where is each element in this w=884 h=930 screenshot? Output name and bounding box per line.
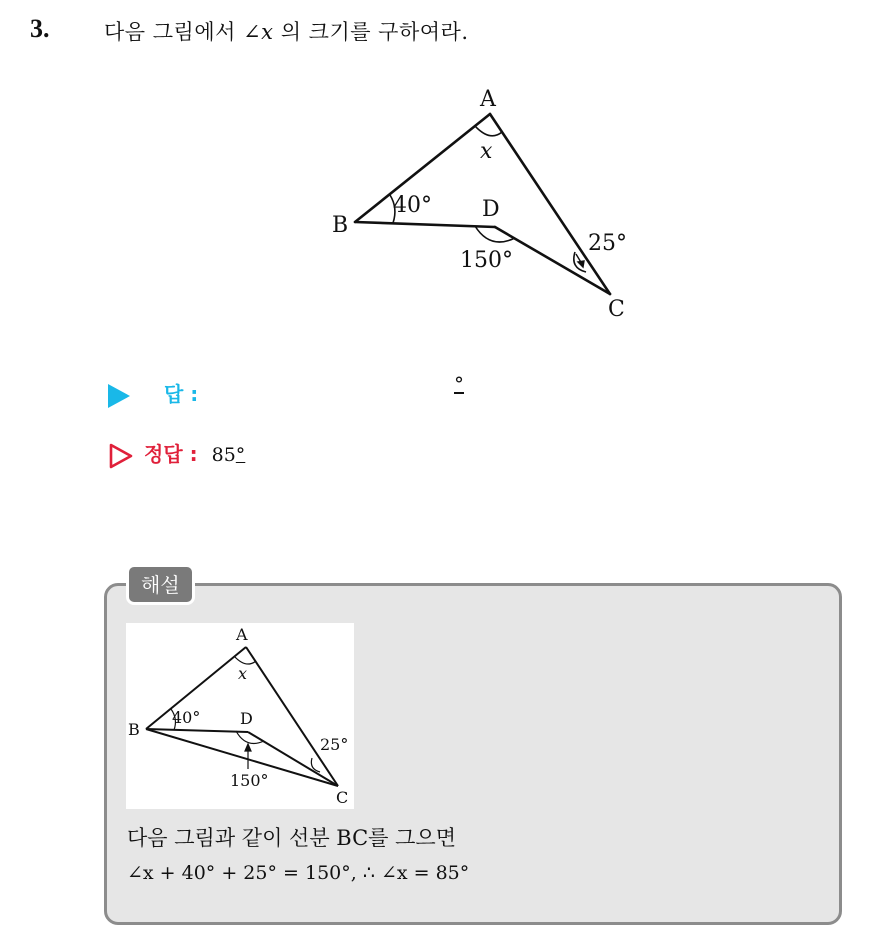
sol-label-A: A (236, 625, 248, 644)
triangle-figure (320, 80, 650, 325)
label-A: A (480, 87, 496, 112)
correct-answer-unit: ° (235, 444, 246, 466)
sol-label-B: B (128, 720, 140, 739)
question-text (104, 16, 469, 46)
sol-label-x: x (238, 664, 248, 683)
answer-label: 답 : (164, 382, 199, 406)
correct-answer-value-wrap (212, 444, 246, 466)
correct-answer-value: 85 (211, 444, 236, 466)
sol-label-D: D (240, 709, 253, 728)
correct-answer-label: 정답 : (144, 442, 198, 466)
label-x: x (480, 139, 493, 164)
angle-B-label: 40° (393, 193, 432, 218)
solution-line-2: ∠x + 40° + 25° = 150°, ∴ ∠x = 85° (127, 862, 470, 884)
solution-tab: 해설 (126, 564, 195, 605)
play-icon (108, 384, 130, 408)
play-outline-icon (108, 443, 134, 469)
angle-C-label: 25° (588, 231, 627, 256)
label-D: D (482, 197, 500, 222)
label-C: C (608, 297, 625, 322)
answer-row (108, 372, 464, 408)
question-number: 3. (30, 14, 50, 43)
solution-figure (126, 623, 354, 809)
question-variable: x (261, 20, 274, 44)
answer-blank[interactable]: ° (454, 372, 464, 396)
sol-label-C: C (336, 788, 349, 807)
correct-answer-row (108, 438, 245, 469)
segment-BD (355, 222, 495, 227)
question-text-after: 의 크기를 구하여라. (273, 20, 469, 44)
solution-line-1: 다음 그림과 같이 선분 BC를 그으면 (127, 826, 456, 850)
sol-angle-C: 25° (320, 735, 349, 754)
sol-angle-B: 40° (172, 708, 201, 727)
sol-angle-D: 150° (230, 771, 269, 790)
question-text-before: 다음 그림에서 ∠ (104, 20, 262, 44)
label-B: B (332, 213, 349, 238)
angle-D-label: 150° (460, 248, 513, 273)
